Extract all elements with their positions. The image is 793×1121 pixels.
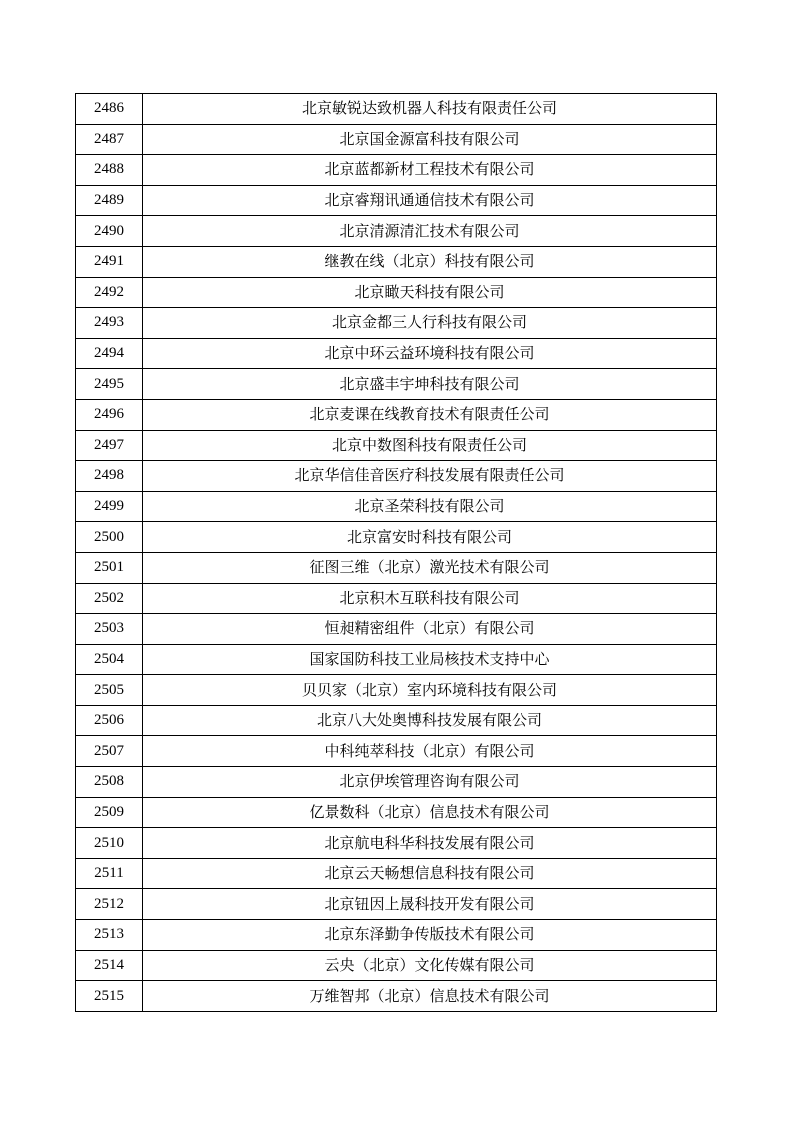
row-number-cell: 2512 <box>76 889 143 920</box>
company-name-cell: 继教在线（北京）科技有限公司 <box>143 246 717 277</box>
row-number-cell: 2502 <box>76 583 143 614</box>
row-number-cell: 2506 <box>76 705 143 736</box>
table-row <box>76 399 717 430</box>
company-name-cell: 北京钮因上晟科技开发有限公司 <box>143 889 717 920</box>
row-number-cell: 2497 <box>76 430 143 461</box>
row-number-cell: 2494 <box>76 338 143 369</box>
table-row <box>76 675 717 706</box>
table-row <box>76 797 717 828</box>
company-name-cell: 北京国金源富科技有限公司 <box>143 124 717 155</box>
table-row <box>76 430 717 461</box>
company-name-cell: 北京中环云益环境科技有限公司 <box>143 338 717 369</box>
company-name-cell: 云央（北京）文化传媒有限公司 <box>143 950 717 981</box>
table-row <box>76 583 717 614</box>
company-name-cell: 北京盛丰宇坤科技有限公司 <box>143 369 717 400</box>
company-name-cell: 亿景数科（北京）信息技术有限公司 <box>143 797 717 828</box>
row-number-cell: 2503 <box>76 614 143 645</box>
table-row <box>76 522 717 553</box>
company-name-cell: 征图三维（北京）激光技术有限公司 <box>143 552 717 583</box>
row-number-cell: 2500 <box>76 522 143 553</box>
company-name-cell: 北京伊埃管理咨询有限公司 <box>143 767 717 798</box>
table-row <box>76 246 717 277</box>
table-row <box>76 155 717 186</box>
company-name-cell: 贝贝家（北京）室内环境科技有限公司 <box>143 675 717 706</box>
company-name-cell: 北京敏锐达致机器人科技有限责任公司 <box>143 94 717 125</box>
company-name-cell: 北京圣荣科技有限公司 <box>143 491 717 522</box>
table-row <box>76 614 717 645</box>
company-list-body <box>76 94 717 1012</box>
row-number-cell: 2514 <box>76 950 143 981</box>
table-row <box>76 338 717 369</box>
row-number-cell: 2511 <box>76 858 143 889</box>
table-row <box>76 705 717 736</box>
row-number-cell: 2488 <box>76 155 143 186</box>
row-number-cell: 2498 <box>76 461 143 492</box>
row-number-cell: 2509 <box>76 797 143 828</box>
row-number-cell: 2495 <box>76 369 143 400</box>
company-name-cell: 北京麦课在线教育技术有限责任公司 <box>143 399 717 430</box>
table-row <box>76 461 717 492</box>
row-number-cell: 2496 <box>76 399 143 430</box>
company-name-cell: 北京航电科华科技发展有限公司 <box>143 828 717 859</box>
company-name-cell: 北京东泽勤争传版技术有限公司 <box>143 920 717 951</box>
row-number-cell: 2505 <box>76 675 143 706</box>
table-row <box>76 644 717 675</box>
row-number-cell: 2510 <box>76 828 143 859</box>
table-row <box>76 216 717 247</box>
company-name-cell: 北京中数图科技有限责任公司 <box>143 430 717 461</box>
company-name-cell: 万维智邦（北京）信息技术有限公司 <box>143 981 717 1012</box>
row-number-cell: 2513 <box>76 920 143 951</box>
company-name-cell: 北京金都三人行科技有限公司 <box>143 308 717 339</box>
company-name-cell: 中科纯萃科技（北京）有限公司 <box>143 736 717 767</box>
company-name-cell: 北京积木互联科技有限公司 <box>143 583 717 614</box>
table-row <box>76 858 717 889</box>
row-number-cell: 2493 <box>76 308 143 339</box>
company-name-cell: 北京蓝都新材工程技术有限公司 <box>143 155 717 186</box>
company-name-cell: 恒昶精密组件（北京）有限公司 <box>143 614 717 645</box>
company-name-cell: 北京富安时科技有限公司 <box>143 522 717 553</box>
row-number-cell: 2487 <box>76 124 143 155</box>
company-name-cell: 北京华信佳音医疗科技发展有限责任公司 <box>143 461 717 492</box>
row-number-cell: 2499 <box>76 491 143 522</box>
company-name-cell: 北京云天畅想信息科技有限公司 <box>143 858 717 889</box>
row-number-cell: 2490 <box>76 216 143 247</box>
table-row <box>76 124 717 155</box>
table-row <box>76 308 717 339</box>
row-number-cell: 2486 <box>76 94 143 125</box>
table-row <box>76 94 717 125</box>
table-row <box>76 767 717 798</box>
company-name-cell: 北京瞰天科技有限公司 <box>143 277 717 308</box>
company-name-cell: 北京清源清汇技术有限公司 <box>143 216 717 247</box>
row-number-cell: 2504 <box>76 644 143 675</box>
table-row <box>76 185 717 216</box>
row-number-cell: 2492 <box>76 277 143 308</box>
row-number-cell: 2489 <box>76 185 143 216</box>
company-name-cell: 北京八大处奥博科技发展有限公司 <box>143 705 717 736</box>
table-row <box>76 828 717 859</box>
table-row <box>76 736 717 767</box>
company-list-table <box>75 93 717 1012</box>
company-name-cell: 国家国防科技工业局核技术支持中心 <box>143 644 717 675</box>
table-row <box>76 369 717 400</box>
company-name-cell: 北京睿翔讯通通信技术有限公司 <box>143 185 717 216</box>
table-row <box>76 950 717 981</box>
table-row <box>76 981 717 1012</box>
table-row <box>76 889 717 920</box>
table-row <box>76 920 717 951</box>
row-number-cell: 2491 <box>76 246 143 277</box>
row-number-cell: 2501 <box>76 552 143 583</box>
row-number-cell: 2507 <box>76 736 143 767</box>
row-number-cell: 2508 <box>76 767 143 798</box>
table-row <box>76 491 717 522</box>
table-row <box>76 552 717 583</box>
table-row <box>76 277 717 308</box>
row-number-cell: 2515 <box>76 981 143 1012</box>
